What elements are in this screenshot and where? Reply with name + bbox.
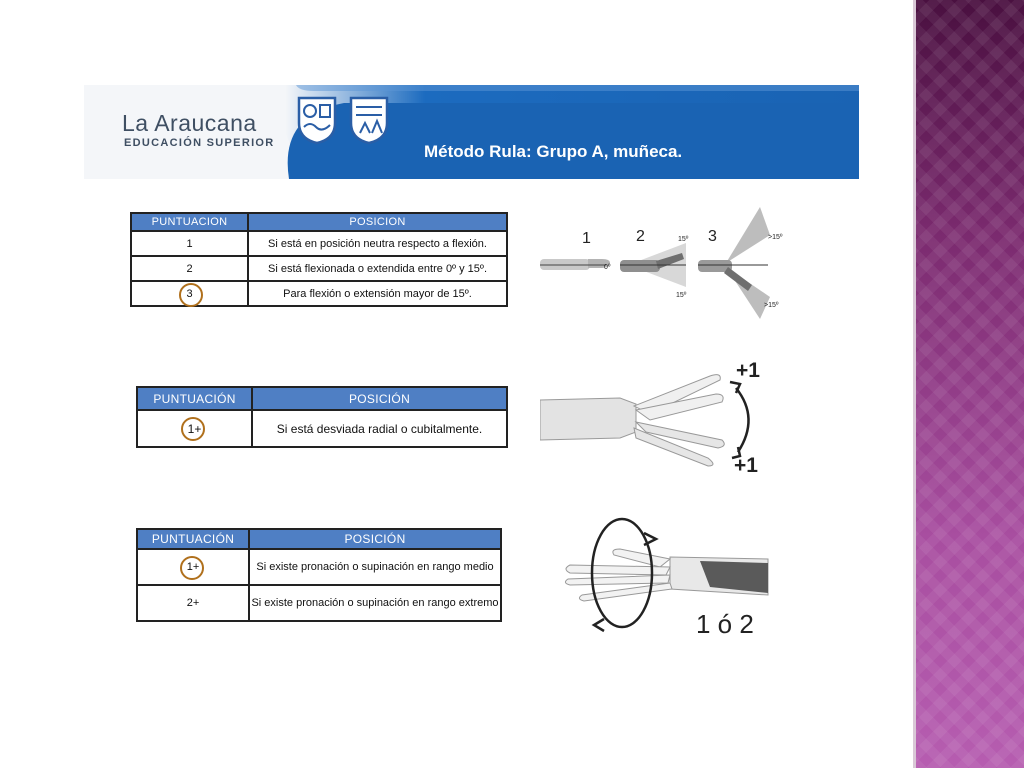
rotation-score-label: 1 ó 2 [696, 609, 754, 639]
header-position: POSICION [248, 213, 507, 231]
score-cell [137, 410, 252, 447]
flexion-score-table [130, 212, 508, 307]
table-row [131, 231, 507, 256]
decorative-sidebar [913, 0, 1024, 768]
crest-logo-left [296, 95, 338, 145]
sidebar-edge [913, 0, 916, 768]
score-cell: 2+ [137, 585, 249, 621]
header-score: PUNTUACION [131, 213, 248, 231]
position-label-1: 1 [582, 230, 591, 247]
flexion-over-15-hand-icon [698, 207, 770, 319]
position-cell: Para flexión o extensión mayor de 15º. [248, 281, 507, 306]
header-position: POSICIÓN [252, 387, 507, 410]
angle-over-15-top-label: >15º [768, 234, 783, 241]
score-cell [137, 549, 249, 585]
position-cell: Si está en posición neutra respecto a flexión. [248, 231, 507, 256]
header-position: POSICIÓN [249, 529, 501, 549]
table-row [131, 281, 507, 306]
circled-score: 1+ [187, 421, 202, 436]
rotation-arrow-bottom-icon [594, 619, 604, 631]
header-score: PUNTUACIÓN [137, 529, 249, 549]
rotating-hand-icon [565, 549, 768, 601]
deviation-arc-icon [736, 388, 749, 452]
header-banner [84, 85, 859, 179]
score-cell: 1 [131, 231, 248, 256]
top-plus-one-label: +1 [736, 359, 760, 382]
flexion-15-hand-icon [620, 243, 686, 287]
position-label-2: 2 [636, 228, 645, 245]
crest-logo-right [348, 95, 390, 145]
position-cell: Si está desviada radial o cubitalmente. [252, 410, 507, 447]
wrist-deviation-illustration [540, 358, 775, 478]
angle-15-top-label: 15º [678, 236, 689, 243]
table-row [131, 256, 507, 281]
forearm-hand-icon [540, 375, 724, 466]
table-row [137, 410, 507, 447]
table-header-row [137, 529, 501, 549]
table-header-row [131, 213, 507, 231]
position-label-3: 3 [708, 228, 717, 245]
header-score: PUNTUACIÓN [137, 387, 252, 410]
table-row [137, 585, 501, 621]
score-cell: 2 [131, 256, 248, 281]
wrist-flexion-illustration [538, 205, 800, 325]
circled-score: 1+ [186, 561, 200, 573]
table-header-row [137, 387, 507, 410]
angle-over-15-bottom-label: >15º [764, 302, 779, 309]
brand-subtitle: EDUCACIÓN SUPERIOR [124, 137, 275, 149]
wrist-rotation-illustration [560, 515, 775, 640]
position-cell: Si existe pronación o supinación en rango medio [249, 549, 501, 585]
circled-score: 3 [186, 287, 193, 300]
angle-15-bottom-label: 15º [676, 292, 687, 299]
slide-title: Método Rula: Grupo A, muñeca. [424, 142, 683, 161]
deviation-score-table [136, 386, 508, 448]
brand-name: La Araucana [122, 110, 257, 136]
bottom-plus-one-label: +1 [734, 454, 758, 477]
rotation-score-table [136, 528, 502, 622]
position-cell: Si está flexionada o extendida entre 0º y 15º. [248, 256, 507, 281]
angle-0-label: 0º [604, 264, 611, 271]
position-cell: Si existe pronación o supinación en rango extremo [249, 585, 501, 621]
table-row [137, 549, 501, 585]
sidebar-pattern [913, 0, 1024, 768]
neutral-hand-icon [540, 259, 610, 270]
score-cell [131, 281, 248, 306]
